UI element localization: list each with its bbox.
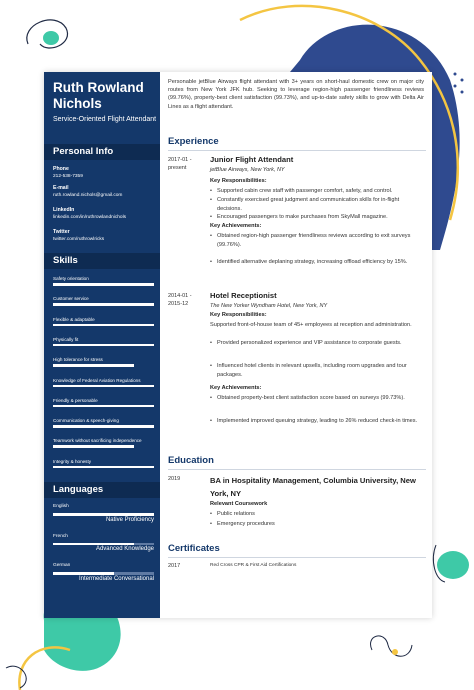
resume-page [44, 72, 432, 618]
skill-name: Physically fit [53, 336, 79, 342]
phone-label: Phone [53, 166, 69, 172]
languages-heading: Languages [44, 482, 160, 498]
skill-name: Flexible & adaptable [53, 316, 95, 322]
experience-heading: Experience [168, 136, 219, 147]
job2-ach-item: • Implemented improved queuing strategy, leading to 26% reduced check-in times. [210, 417, 422, 426]
language-level-track [53, 513, 154, 516]
language-item [53, 534, 154, 553]
skill-name: Integrity & honesty [53, 458, 92, 464]
skill-item [53, 418, 154, 428]
skill-name: Communication & speech-giving [53, 418, 119, 424]
skill-name: Friendly & personable [53, 397, 98, 403]
divider [168, 557, 426, 558]
language-level-bar [53, 572, 114, 575]
divider [168, 150, 426, 151]
skill-level-bar [53, 445, 134, 448]
job1-date: 2017-01 - present [168, 157, 192, 171]
course-item: • Public relations [210, 510, 422, 519]
language-item [53, 563, 154, 582]
skill-level-bar [53, 344, 154, 347]
skill-item [53, 378, 154, 388]
language-level-bar [53, 543, 134, 546]
email-label: E-mail [53, 185, 69, 191]
job2-date: 2014-01 - 2015-12 [168, 293, 192, 307]
job2-resp-item: • Provided personalized experience and VIP assistance to corporate guests. [210, 339, 422, 348]
skill-level-bar [53, 303, 154, 306]
language-name: English [53, 504, 69, 509]
skill-name: Knowledge of Federal Aviation Regulations [53, 377, 141, 383]
job2-resp-text: Supported front-of-house team of 45+ employees at reception and administration. [210, 322, 412, 328]
job2-resp-label: Key Responsibilities: [210, 312, 267, 318]
job1-ach-item: • Identified alternative deplaning strategy, increasing offload efficiency by 15%. [210, 258, 422, 267]
divider [168, 469, 426, 470]
skill-level-bar [53, 385, 154, 388]
candidate-name: Ruth Rowland Nichols [53, 80, 144, 111]
skill-item [53, 438, 154, 448]
coursework-label: Relevant Coursework [210, 501, 268, 507]
language-level-track [53, 543, 154, 546]
phone-value: 212-538-7359 [53, 174, 83, 179]
language-level-text: Advanced Knowledge [95, 546, 154, 552]
skill-level-bar [53, 364, 134, 367]
language-level-track [53, 572, 154, 575]
skill-name: Teamwork without sacrificing independence [53, 438, 142, 444]
sidebar [44, 72, 160, 618]
skill-item [53, 276, 154, 286]
skill-item [53, 459, 154, 469]
education-date: 2019 [168, 476, 181, 482]
education-heading: Education [168, 455, 214, 466]
personal-info-heading: Personal Info [44, 144, 160, 160]
education-degree: BA in Hospitality Management, Columbia University, New York, NY [210, 476, 416, 498]
language-level-bar [53, 513, 154, 516]
skill-item [53, 398, 154, 408]
skills-heading: Skills [44, 253, 160, 269]
certificate-date: 2017 [168, 563, 181, 569]
twitter-value: twitter.com/ruthrowlricks [53, 237, 105, 242]
job2-title: Hotel Receptionist [210, 291, 277, 300]
language-name: German [53, 563, 71, 568]
job2-ach-item: • Obtained property-best client satisfaction score based on surveys (99.73%). [210, 394, 422, 403]
linkedin-label: LinkedIn [53, 207, 75, 213]
skill-level-bar [53, 466, 154, 469]
linkedin-value: linkedin.com/in/ruthrowlandnichols [53, 215, 127, 220]
certificate-text: Red Cross CPR & First Aid Certifications [210, 563, 297, 568]
course-item: • Emergency procedures [210, 520, 422, 529]
candidate-tagline: Service-Oriented Flight Attendant [53, 116, 157, 123]
language-item [53, 504, 154, 523]
skill-item [53, 296, 154, 306]
job2-resp-item: • Influenced hotel clients in relevant upsells, including room upgrades and tour packages. [210, 362, 422, 379]
email-value: ruth.rowland.nichols@gmail.com [53, 193, 123, 198]
skill-level-bar [53, 405, 154, 408]
skill-level-bar [53, 425, 154, 428]
job1-company: jetBlue Airways, New York, NY [210, 167, 285, 173]
skill-name: High tolerance for stress [53, 357, 103, 363]
skill-item [53, 317, 154, 327]
certificates-heading: Certificates [168, 543, 220, 554]
skill-item [53, 357, 154, 367]
summary-text: Personable jetBlue Airways flight attendant with 3+ years on short-haul domestic crew on major city routes from New York JFK hub. Seeking to leverage region-high passenger friendliness reviews (99.76%), property-best client satisfaction (99.73%), and up-to-date safety skills to grow with Delta Air Lines as a flight attendant. [168, 79, 424, 110]
job1-ach-label: Key Achievements: [210, 223, 262, 229]
job1-ach-item: • Obtained region-high passenger friendliness reviews according to exit surveys (99.76%). [210, 232, 422, 249]
job1-resp-item: • Encouraged passengers to make purchases from SkyMall magazine. [210, 213, 422, 222]
twitter-label: Twitter [53, 229, 70, 235]
language-level-text: Intermediate Conversational [78, 575, 154, 582]
skill-name: Safety orientation [53, 276, 89, 281]
skill-name: Customer service [53, 296, 89, 302]
skill-level-bar [53, 324, 154, 327]
language-name: French [53, 533, 68, 539]
job1-title: Junior Flight Attendant [210, 155, 294, 164]
skill-item [53, 337, 154, 347]
job1-resp-item: • Constantly exercised great judgment and communication skills for in-flight decisions. [210, 196, 422, 213]
job2-ach-label: Key Achievements: [210, 385, 262, 391]
job1-resp-label: Key Responsibilities: [210, 178, 267, 184]
job1-resp-item: • Supported cabin crew staff with passenger comfort, safety, and control. [210, 187, 422, 196]
job2-company: The New Yorker Wyndham Hotel, New York, NY [210, 303, 328, 309]
skill-level-bar [53, 283, 154, 286]
language-level-text: Native Proficiency [105, 516, 154, 523]
